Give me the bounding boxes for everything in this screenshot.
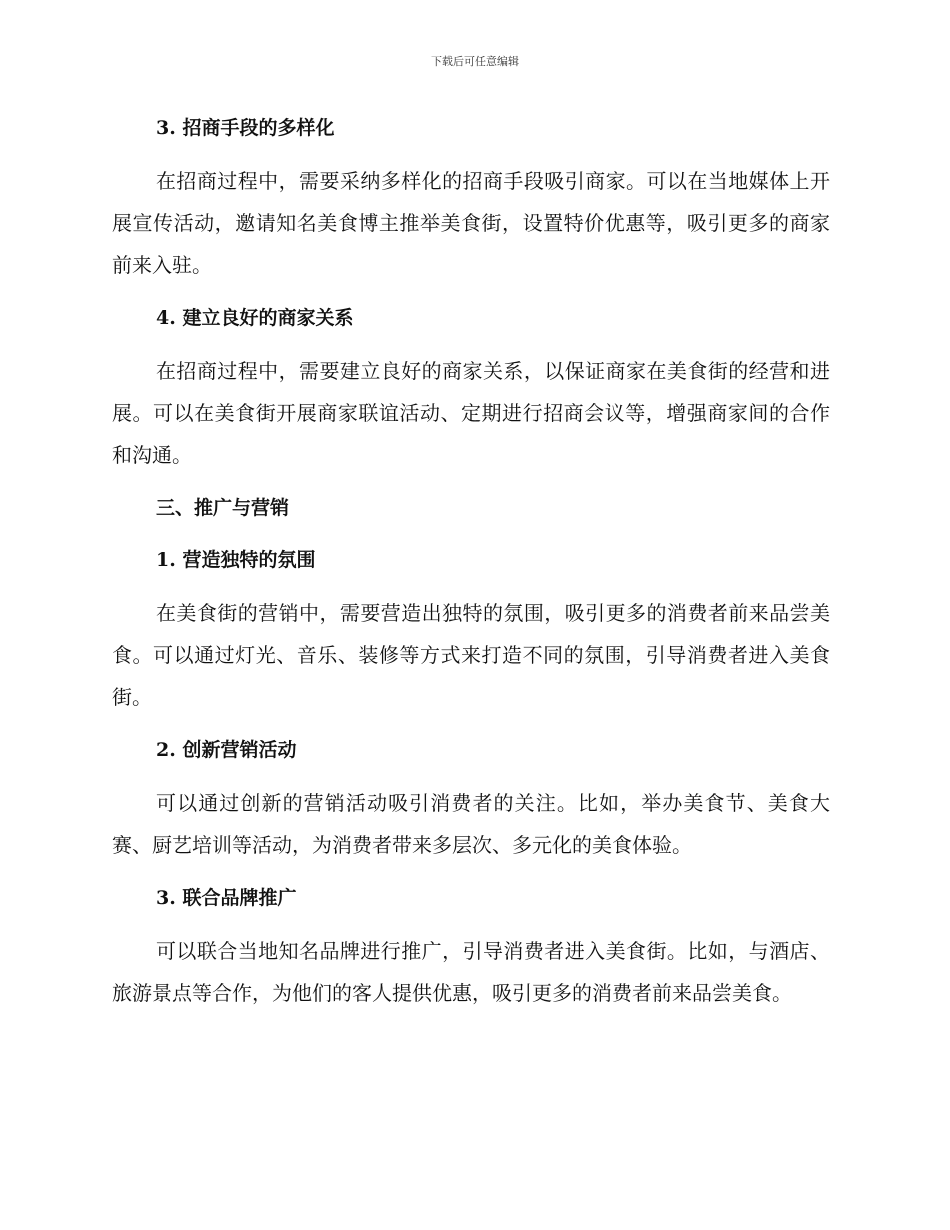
section-heading: 3. 联合品牌推广	[156, 887, 297, 909]
chapter-heading: 三、推广与营销	[156, 497, 290, 519]
section-paragraph: 可以通过创新的营销活动吸引消费者的关注。比如，举办美食节、美食大赛、厨艺培训等活动，为消费者带来多层次、多元化的美食体验。	[112, 791, 830, 857]
section-paragraph: 在招商过程中，需要建立良好的商家关系，以保证商家在美食街的经营和进展。可以在美食街开展商家联谊活动、定期进行招商会议等，增强商家间的合作和沟通。	[112, 359, 830, 467]
section-heading: 3. 招商手段的多样化	[156, 117, 335, 139]
section-heading: 1. 营造独特的氛围	[156, 549, 316, 571]
page-header-note: 下载后可任意编辑	[431, 55, 519, 68]
section-heading: 2. 创新营销活动	[156, 739, 297, 761]
section-paragraph: 在招商过程中，需要采纳多样化的招商手段吸引商家。可以在当地媒体上开展宣传活动，邀请知名美食博主推举美食街，设置特价优惠等，吸引更多的商家前来入驻。	[112, 169, 830, 277]
section-paragraph: 在美食街的营销中，需要营造出独特的氛围，吸引更多的消费者前来品尝美食。可以通过灯光、音乐、装修等方式来打造不同的氛围，引导消费者进入美食街。	[112, 601, 830, 709]
section-paragraph: 可以联合当地知名品牌进行推广，引导消费者进入美食街。比如，与酒店、旅游景点等合作，为他们的客人提供优惠，吸引更多的消费者前来品尝美食。	[112, 939, 830, 1005]
section-heading: 4. 建立良好的商家关系	[156, 307, 354, 329]
document-body	[112, 108, 830, 1014]
